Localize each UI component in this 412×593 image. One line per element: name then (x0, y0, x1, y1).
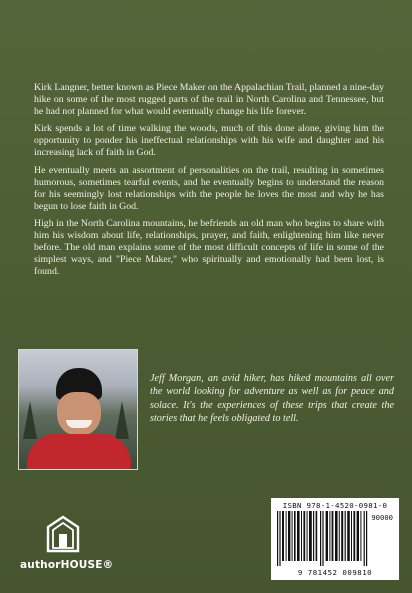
synopsis (34, 82, 384, 283)
synopsis-paragraph-3: He eventually meets an assortment of personalities on the trail, resulting in sometimes humorous, sometimes tearful events, and he eventually begins to understand the reason for his seemingly lost relationships with the people he loves the most and why he has begun to lose faith in God. (34, 164, 384, 212)
tree-shape (23, 401, 37, 439)
synopsis-paragraph-4: High in the North Carolina mountains, he befriends an old man who begins to share with him his wisdom about life, relationships, prayer, and faith, enlightening him like never before. The old man explains some of the most difficult concepts of life in some of the simplest ways, and "Piece Maker," who spiritually and emotionally had been lost, is found. (34, 217, 384, 278)
isbn-text: ISBN 978-1-4520-0981-0 (282, 501, 388, 510)
publisher-name: authorHOUSE® (20, 559, 114, 571)
synopsis-paragraph-2: Kirk spends a lot of time walking the woods, much of this done alone, giving him the opportunity to ponder his ineffectual relationships with his wife and daughter and his increasing lack of faith in God. (34, 123, 384, 159)
publisher-logo (20, 515, 114, 585)
tree-shape (115, 401, 129, 439)
barcode (271, 498, 399, 580)
author-photo (18, 349, 138, 470)
synopsis-paragraph-1: Kirk Langner, better known as Piece Maker on the Appalachian Trail, planned a nine-day hike on some of the most rugged parts of the trail in North Carolina and Tennessee, but he had not planned for what would eventually change his life forever. (34, 82, 384, 118)
author-bio: Jeff Morgan, an avid hiker, has hiked mountains all over the world looking for adventure as well as for peace and solace. It's the experiences of these trips that create the stories that he feels obligated to tell. (150, 373, 394, 425)
ean-digits: 9 781452 009810 (297, 568, 373, 577)
ean-bars (277, 511, 369, 566)
author-jacket (27, 434, 131, 470)
author-face (57, 392, 101, 436)
author-smile (66, 420, 92, 428)
price-code: 90000 (371, 513, 393, 522)
publisher-mark-icon (45, 515, 81, 553)
